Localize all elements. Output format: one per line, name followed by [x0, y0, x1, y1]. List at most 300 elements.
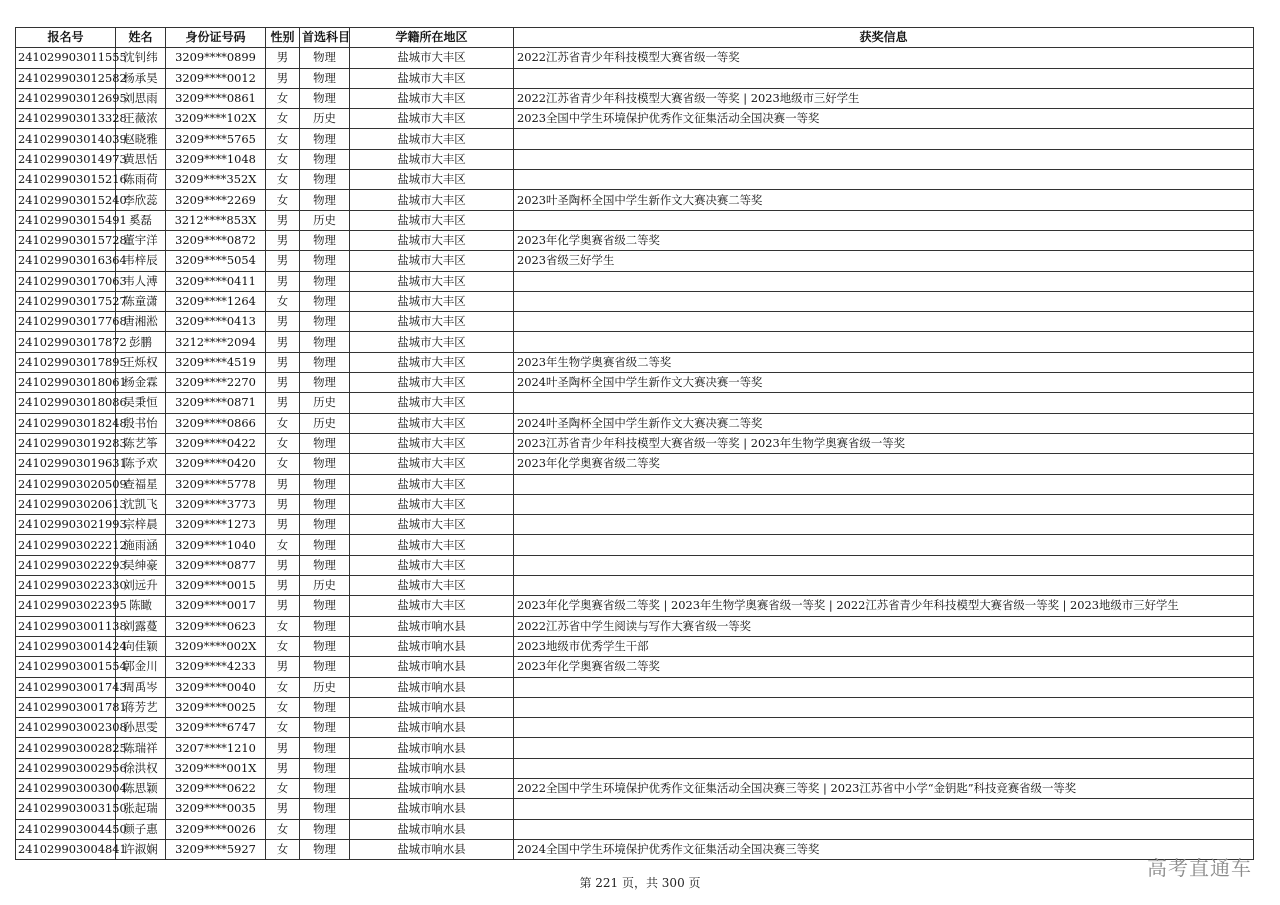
- cell-name: 向佳颖: [116, 636, 166, 656]
- cell-awards: 2023叶圣陶杯全国中学生新作文大赛决赛二等奖: [514, 190, 1254, 210]
- cell-region: 盐城市大丰区: [350, 393, 514, 413]
- table-body: [16, 48, 1254, 860]
- cell-subject: 物理: [300, 657, 350, 677]
- cell-name: 颜子惠: [116, 819, 166, 839]
- table-row: [16, 352, 1254, 372]
- cell-gender: 女: [266, 433, 300, 453]
- cell-region: 盐城市响水县: [350, 636, 514, 656]
- cell-name: 王烁权: [116, 352, 166, 372]
- cell-region: 盐城市大丰区: [350, 413, 514, 433]
- cell-region: 盐城市大丰区: [350, 68, 514, 88]
- cell-region: 盐城市响水县: [350, 778, 514, 798]
- cell-region: 盐城市大丰区: [350, 149, 514, 169]
- cell-awards: [514, 210, 1254, 230]
- cell-region: 盐城市响水县: [350, 718, 514, 738]
- cell-region: 盐城市大丰区: [350, 251, 514, 271]
- cell-region: 盐城市大丰区: [350, 170, 514, 190]
- cell-registration-no: 241029903015216: [16, 170, 116, 190]
- cell-subject: 物理: [300, 799, 350, 819]
- table-row: [16, 697, 1254, 717]
- cell-name: 杨金霖: [116, 373, 166, 393]
- cell-name: 殷书怡: [116, 413, 166, 433]
- cell-registration-no: 241029903012695: [16, 88, 116, 108]
- cell-gender: 女: [266, 149, 300, 169]
- header-row: [16, 28, 1254, 48]
- cell-subject: 物理: [300, 170, 350, 190]
- cell-region: 盐城市大丰区: [350, 230, 514, 250]
- cell-awards: [514, 474, 1254, 494]
- cell-registration-no: 241029903017527: [16, 291, 116, 311]
- cell-subject: 物理: [300, 88, 350, 108]
- cell-region: 盐城市响水县: [350, 697, 514, 717]
- table-row: [16, 251, 1254, 271]
- cell-registration-no: 241029903015491: [16, 210, 116, 230]
- cell-awards: [514, 576, 1254, 596]
- cell-name: 刘远升: [116, 576, 166, 596]
- cell-registration-no: 241029903022212: [16, 535, 116, 555]
- cell-subject: 物理: [300, 312, 350, 332]
- cell-registration-no: 241029903001554: [16, 657, 116, 677]
- cell-subject: 物理: [300, 697, 350, 717]
- cell-gender: 男: [266, 494, 300, 514]
- cell-name: 奚磊: [116, 210, 166, 230]
- cell-gender: 男: [266, 555, 300, 575]
- table-row: [16, 494, 1254, 514]
- cell-awards: [514, 718, 1254, 738]
- cell-awards: [514, 758, 1254, 778]
- cell-id-number: 3209****0871: [166, 393, 266, 413]
- cell-name: 陈童潇: [116, 291, 166, 311]
- cell-gender: 男: [266, 738, 300, 758]
- table-row: [16, 312, 1254, 332]
- cell-gender: 男: [266, 352, 300, 372]
- cell-registration-no: 241029903003004: [16, 778, 116, 798]
- table-row: [16, 109, 1254, 129]
- cell-gender: 女: [266, 535, 300, 555]
- cell-id-number: 3209****0623: [166, 616, 266, 636]
- cell-region: 盐城市大丰区: [350, 454, 514, 474]
- cell-registration-no: 241029903012582: [16, 68, 116, 88]
- table-row: [16, 170, 1254, 190]
- cell-gender: 男: [266, 48, 300, 68]
- cell-id-number: 3209****5765: [166, 129, 266, 149]
- cell-subject: 物理: [300, 251, 350, 271]
- cell-name: 查福星: [116, 474, 166, 494]
- cell-registration-no: 241029903015240: [16, 190, 116, 210]
- cell-name: 吴秉恒: [116, 393, 166, 413]
- cell-region: 盐城市大丰区: [350, 373, 514, 393]
- cell-registration-no: 241029903002308: [16, 718, 116, 738]
- cell-id-number: 3209****0622: [166, 778, 266, 798]
- cell-region: 盐城市响水县: [350, 616, 514, 636]
- cell-name: 沈钊纬: [116, 48, 166, 68]
- col-header-registration-no: 报名号: [16, 28, 116, 48]
- table-row: [16, 718, 1254, 738]
- cell-id-number: 3209****0411: [166, 271, 266, 291]
- cell-region: 盐城市大丰区: [350, 576, 514, 596]
- cell-name: 张起瑞: [116, 799, 166, 819]
- cell-awards: [514, 170, 1254, 190]
- table-row: [16, 535, 1254, 555]
- cell-gender: 女: [266, 677, 300, 697]
- cell-registration-no: 241029903020509: [16, 474, 116, 494]
- cell-awards: [514, 68, 1254, 88]
- cell-id-number: 3209****001X: [166, 758, 266, 778]
- cell-registration-no: 241029903015728: [16, 230, 116, 250]
- cell-gender: 男: [266, 393, 300, 413]
- cell-id-number: 3209****0872: [166, 230, 266, 250]
- cell-awards: [514, 494, 1254, 514]
- cell-awards: 2024叶圣陶杯全国中学生新作文大赛决赛一等奖: [514, 373, 1254, 393]
- cell-registration-no: 241029903001743: [16, 677, 116, 697]
- cell-gender: 女: [266, 454, 300, 474]
- cell-name: 陈予欢: [116, 454, 166, 474]
- cell-awards: [514, 332, 1254, 352]
- cell-registration-no: 241029903018061: [16, 373, 116, 393]
- cell-registration-no: 241029903014973: [16, 149, 116, 169]
- cell-subject: 物理: [300, 454, 350, 474]
- cell-awards: 2022江苏省青少年科技模型大赛省级一等奖 | 2023地级市三好学生: [514, 88, 1254, 108]
- cell-name: 陈艺筝: [116, 433, 166, 453]
- col-header-id-number: 身份证号码: [166, 28, 266, 48]
- table-row: [16, 373, 1254, 393]
- cell-awards: [514, 555, 1254, 575]
- cell-name: 黄思恬: [116, 149, 166, 169]
- cell-region: 盐城市大丰区: [350, 312, 514, 332]
- table-row: [16, 799, 1254, 819]
- cell-gender: 男: [266, 758, 300, 778]
- table-row: [16, 839, 1254, 859]
- cell-id-number: 3212****2094: [166, 332, 266, 352]
- cell-registration-no: 241029903018248: [16, 413, 116, 433]
- cell-region: 盐城市大丰区: [350, 109, 514, 129]
- cell-awards: 2023年化学奥赛省级二等奖: [514, 454, 1254, 474]
- col-header-region: 学籍所在地区: [350, 28, 514, 48]
- cell-awards: [514, 819, 1254, 839]
- cell-registration-no: 241029903003150: [16, 799, 116, 819]
- cell-name: 陈雨荷: [116, 170, 166, 190]
- cell-awards: 2023年化学奥赛省级二等奖 | 2023年生物学奥赛省级一等奖 | 2022江苏省青少年科技模型大赛省级一等奖 | 2023地级市三好学生: [514, 596, 1254, 616]
- cell-gender: 男: [266, 230, 300, 250]
- cell-awards: 2023年化学奥赛省级二等奖: [514, 230, 1254, 250]
- cell-id-number: 3209****4519: [166, 352, 266, 372]
- cell-gender: 男: [266, 657, 300, 677]
- table-row: [16, 515, 1254, 535]
- cell-registration-no: 241029903022330: [16, 576, 116, 596]
- cell-subject: 历史: [300, 393, 350, 413]
- cell-registration-no: 241029903004450: [16, 819, 116, 839]
- table-row: [16, 230, 1254, 250]
- cell-region: 盐城市大丰区: [350, 88, 514, 108]
- col-header-name: 姓名: [116, 28, 166, 48]
- cell-gender: 女: [266, 819, 300, 839]
- cell-gender: 男: [266, 576, 300, 596]
- cell-region: 盐城市响水县: [350, 677, 514, 697]
- cell-region: 盐城市大丰区: [350, 494, 514, 514]
- cell-awards: 2023省级三好学生: [514, 251, 1254, 271]
- cell-registration-no: 241029903017768: [16, 312, 116, 332]
- cell-subject: 物理: [300, 839, 350, 859]
- cell-subject: 历史: [300, 413, 350, 433]
- cell-awards: 2023地级市优秀学生干部: [514, 636, 1254, 656]
- cell-registration-no: 241029903014039: [16, 129, 116, 149]
- cell-region: 盐城市大丰区: [350, 129, 514, 149]
- cell-gender: 女: [266, 170, 300, 190]
- cell-region: 盐城市大丰区: [350, 352, 514, 372]
- cell-subject: 物理: [300, 190, 350, 210]
- cell-name: 蒋芳艺: [116, 697, 166, 717]
- cell-registration-no: 241029903016364: [16, 251, 116, 271]
- cell-name: 周禹岑: [116, 677, 166, 697]
- cell-awards: [514, 738, 1254, 758]
- cell-awards: [514, 291, 1254, 311]
- table-row: [16, 88, 1254, 108]
- cell-region: 盐城市大丰区: [350, 515, 514, 535]
- cell-gender: 女: [266, 616, 300, 636]
- cell-region: 盐城市大丰区: [350, 190, 514, 210]
- cell-id-number: 3209****0012: [166, 68, 266, 88]
- cell-gender: 男: [266, 251, 300, 271]
- cell-id-number: 3212****853X: [166, 210, 266, 230]
- cell-gender: 女: [266, 778, 300, 798]
- cell-id-number: 3209****1264: [166, 291, 266, 311]
- table-row: [16, 393, 1254, 413]
- cell-registration-no: 241029903019631: [16, 454, 116, 474]
- table-row: [16, 454, 1254, 474]
- cell-registration-no: 241029903022395: [16, 596, 116, 616]
- cell-gender: 女: [266, 636, 300, 656]
- cell-region: 盐城市大丰区: [350, 596, 514, 616]
- cell-region: 盐城市响水县: [350, 819, 514, 839]
- cell-id-number: 3209****5054: [166, 251, 266, 271]
- cell-id-number: 3209****0015: [166, 576, 266, 596]
- cell-region: 盐城市响水县: [350, 839, 514, 859]
- cell-gender: 男: [266, 515, 300, 535]
- table-row: [16, 819, 1254, 839]
- cell-region: 盐城市响水县: [350, 738, 514, 758]
- cell-awards: [514, 799, 1254, 819]
- cell-gender: 女: [266, 839, 300, 859]
- cell-region: 盐城市大丰区: [350, 210, 514, 230]
- col-header-subject: 首选科目: [300, 28, 350, 48]
- table-row: [16, 291, 1254, 311]
- cell-subject: 物理: [300, 149, 350, 169]
- cell-subject: 物理: [300, 758, 350, 778]
- cell-registration-no: 241029903001781: [16, 697, 116, 717]
- table-row: [16, 576, 1254, 596]
- cell-gender: 男: [266, 474, 300, 494]
- cell-subject: 物理: [300, 291, 350, 311]
- table-row: [16, 210, 1254, 230]
- cell-subject: 物理: [300, 230, 350, 250]
- cell-region: 盐城市大丰区: [350, 48, 514, 68]
- table-row: [16, 758, 1254, 778]
- table-row: [16, 555, 1254, 575]
- cell-id-number: 3209****2270: [166, 373, 266, 393]
- cell-awards: 2024叶圣陶杯全国中学生新作文大赛决赛二等奖: [514, 413, 1254, 433]
- cell-id-number: 3209****002X: [166, 636, 266, 656]
- cell-name: 吴绅豪: [116, 555, 166, 575]
- cell-id-number: 3209****0866: [166, 413, 266, 433]
- cell-registration-no: 241029903011555: [16, 48, 116, 68]
- cell-subject: 物理: [300, 636, 350, 656]
- cell-region: 盐城市响水县: [350, 657, 514, 677]
- col-header-awards: 获奖信息: [514, 28, 1254, 48]
- cell-registration-no: 241029903018086: [16, 393, 116, 413]
- cell-awards: [514, 149, 1254, 169]
- cell-awards: 2022全国中学生环境保护优秀作文征集活动全国决赛三等奖 | 2023江苏省中小学“金钥匙”科技竞赛省级一等奖: [514, 778, 1254, 798]
- cell-name: 许淑娴: [116, 839, 166, 859]
- cell-registration-no: 241029903001138: [16, 616, 116, 636]
- cell-subject: 物理: [300, 129, 350, 149]
- cell-subject: 物理: [300, 535, 350, 555]
- cell-name: 李欣蕊: [116, 190, 166, 210]
- cell-subject: 物理: [300, 68, 350, 88]
- cell-id-number: 3209****0420: [166, 454, 266, 474]
- cell-gender: 男: [266, 373, 300, 393]
- table-row: [16, 433, 1254, 453]
- table-row: [16, 677, 1254, 697]
- cell-registration-no: 241029903017063: [16, 271, 116, 291]
- table-row: [16, 48, 1254, 68]
- cell-awards: [514, 393, 1254, 413]
- cell-registration-no: 241029903020613: [16, 494, 116, 514]
- cell-subject: 物理: [300, 738, 350, 758]
- cell-gender: 女: [266, 190, 300, 210]
- cell-id-number: 3209****352X: [166, 170, 266, 190]
- cell-name: 宗梓晨: [116, 515, 166, 535]
- cell-name: 陈思颖: [116, 778, 166, 798]
- cell-subject: 物理: [300, 515, 350, 535]
- cell-gender: 男: [266, 799, 300, 819]
- cell-awards: 2023全国中学生环境保护优秀作文征集活动全国决赛一等奖: [514, 109, 1254, 129]
- table-row: [16, 474, 1254, 494]
- cell-awards: 2023年生物学奥赛省级二等奖: [514, 352, 1254, 372]
- cell-name: 赵晓雅: [116, 129, 166, 149]
- cell-id-number: 3209****3773: [166, 494, 266, 514]
- cell-name: 唐湘淞: [116, 312, 166, 332]
- cell-id-number: 3209****1048: [166, 149, 266, 169]
- cell-subject: 物理: [300, 48, 350, 68]
- cell-region: 盐城市大丰区: [350, 271, 514, 291]
- cell-id-number: 3209****0422: [166, 433, 266, 453]
- cell-id-number: 3209****0035: [166, 799, 266, 819]
- table-row: [16, 657, 1254, 677]
- cell-region: 盐城市大丰区: [350, 433, 514, 453]
- cell-name: 董宇洋: [116, 230, 166, 250]
- cell-registration-no: 241029903002956: [16, 758, 116, 778]
- cell-awards: 2023江苏省青少年科技模型大赛省级一等奖 | 2023年生物学奥赛省级一等奖: [514, 433, 1254, 453]
- cell-name: 徐洪权: [116, 758, 166, 778]
- cell-id-number: 3209****5778: [166, 474, 266, 494]
- cell-subject: 物理: [300, 596, 350, 616]
- cell-awards: [514, 129, 1254, 149]
- table-row: [16, 616, 1254, 636]
- table-row: [16, 596, 1254, 616]
- cell-subject: 历史: [300, 576, 350, 596]
- cell-awards: 2022江苏省青少年科技模型大赛省级一等奖: [514, 48, 1254, 68]
- cell-awards: 2024全国中学生环境保护优秀作文征集活动全国决赛三等奖: [514, 839, 1254, 859]
- cell-awards: [514, 312, 1254, 332]
- cell-registration-no: 241029903001424: [16, 636, 116, 656]
- table-row: [16, 636, 1254, 656]
- cell-name: 杨承昊: [116, 68, 166, 88]
- cell-id-number: 3209****0899: [166, 48, 266, 68]
- cell-gender: 女: [266, 413, 300, 433]
- cell-name: 彭鹏: [116, 332, 166, 352]
- table-row: [16, 778, 1254, 798]
- cell-gender: 女: [266, 129, 300, 149]
- cell-registration-no: 241029903013328: [16, 109, 116, 129]
- cell-name: 韦人溥: [116, 271, 166, 291]
- cell-name: 陈瞰: [116, 596, 166, 616]
- cell-name: 刘思雨: [116, 88, 166, 108]
- cell-awards: 2023年化学奥赛省级二等奖: [514, 657, 1254, 677]
- cell-subject: 物理: [300, 271, 350, 291]
- cell-gender: 男: [266, 312, 300, 332]
- cell-region: 盐城市大丰区: [350, 332, 514, 352]
- cell-gender: 女: [266, 697, 300, 717]
- cell-name: 沈凯飞: [116, 494, 166, 514]
- cell-id-number: 3209****4233: [166, 657, 266, 677]
- cell-id-number: 3209****0877: [166, 555, 266, 575]
- table-row: [16, 68, 1254, 88]
- cell-subject: 物理: [300, 718, 350, 738]
- cell-id-number: 3209****0025: [166, 697, 266, 717]
- cell-registration-no: 241029903002825: [16, 738, 116, 758]
- table-row: [16, 129, 1254, 149]
- table-row: [16, 271, 1254, 291]
- cell-registration-no: 241029903017895: [16, 352, 116, 372]
- cell-id-number: 3209****0413: [166, 312, 266, 332]
- cell-name: 韦梓辰: [116, 251, 166, 271]
- cell-registration-no: 241029903019283: [16, 433, 116, 453]
- cell-registration-no: 241029903004841: [16, 839, 116, 859]
- cell-gender: 女: [266, 88, 300, 108]
- table-row: [16, 738, 1254, 758]
- cell-id-number: 3209****1273: [166, 515, 266, 535]
- cell-subject: 物理: [300, 373, 350, 393]
- cell-gender: 女: [266, 109, 300, 129]
- table-row: [16, 413, 1254, 433]
- table-header: [16, 28, 1254, 48]
- cell-id-number: 3209****2269: [166, 190, 266, 210]
- watermark-logo: 高考直通车: [1147, 856, 1252, 880]
- cell-region: 盐城市大丰区: [350, 535, 514, 555]
- cell-gender: 男: [266, 68, 300, 88]
- cell-id-number: 3209****0861: [166, 88, 266, 108]
- cell-name: 孙思雯: [116, 718, 166, 738]
- cell-subject: 历史: [300, 210, 350, 230]
- cell-subject: 物理: [300, 616, 350, 636]
- cell-awards: [514, 535, 1254, 555]
- cell-gender: 男: [266, 332, 300, 352]
- cell-registration-no: 241029903022293: [16, 555, 116, 575]
- cell-subject: 历史: [300, 109, 350, 129]
- cell-gender: 男: [266, 210, 300, 230]
- cell-awards: [514, 697, 1254, 717]
- cell-awards: 2022江苏省中学生阅读与写作大赛省级一等奖: [514, 616, 1254, 636]
- cell-id-number: 3209****0026: [166, 819, 266, 839]
- cell-subject: 物理: [300, 474, 350, 494]
- cell-name: 陈瑞祥: [116, 738, 166, 758]
- cell-gender: 男: [266, 596, 300, 616]
- cell-id-number: 3209****0040: [166, 677, 266, 697]
- table-row: [16, 332, 1254, 352]
- table-row: [16, 190, 1254, 210]
- cell-subject: 物理: [300, 433, 350, 453]
- cell-awards: [514, 677, 1254, 697]
